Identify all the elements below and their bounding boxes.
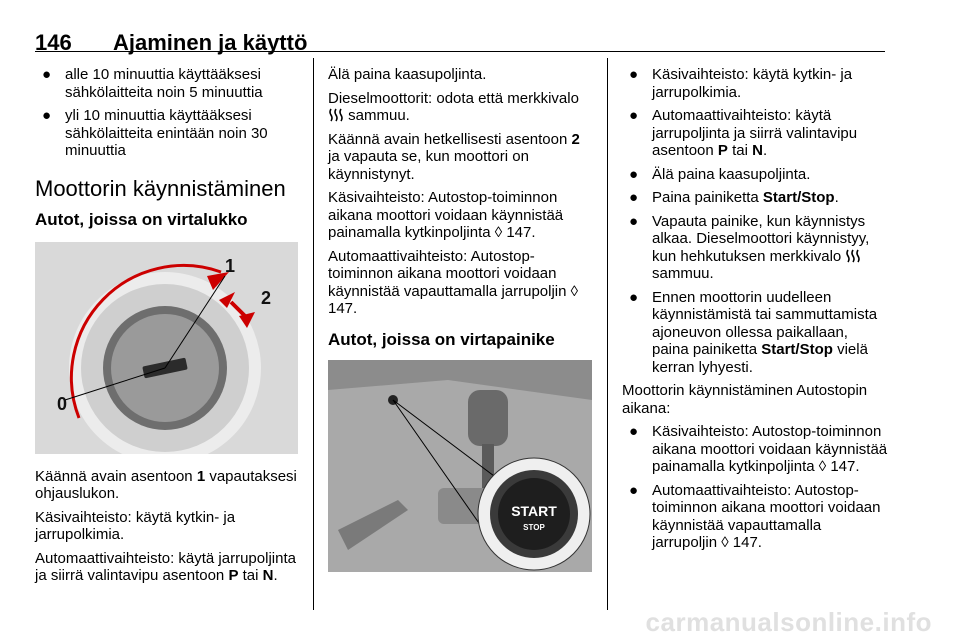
position-label-2: 2: [261, 287, 272, 308]
list-item: ● yli 10 minuuttia käyttääksesi sähkölaitteita enintään noin 30 minuuttia: [42, 107, 268, 159]
paragraph: Käännä avain hetkellisesti asentoon 2 ja vapauta se, kun moottori on käynnistynyt.: [328, 130, 580, 183]
paragraph: Käsivaihteisto: käytä kytkin- ja jarrupolkimia.: [35, 508, 236, 543]
list-item: ● Automaattivaihteisto: käytä jarrupoljinta ja siirrä valintavipu asentoon P tai N.: [629, 107, 858, 159]
paragraph: Käsivaihteisto: Autostop-toiminnon aikana moottori voidaan käynnistää painamalla kytkinpoljinta ◊ 147.: [328, 189, 564, 241]
paragraph: Käännä avain asentoon 1 vapautaksesi ohjauslukon.: [35, 467, 297, 502]
watermark: carmanualsonline.info: [645, 607, 932, 637]
page-number: 146: [35, 30, 72, 55]
bullet: ●: [42, 107, 52, 124]
paragraph: Automaattivaihteisto: Autostop-toiminnon aikana moottori voidaan käynnistää vapauttamalla jarrupoljin ◊ 147.: [328, 247, 579, 317]
column-1: [35, 66, 300, 591]
list-item: ● Käsivaihteisto: Autostop-toiminnon aikana moottori voidaan käynnistää painamalla kytkinpoljinta ◊ 147.: [629, 423, 888, 475]
button-label-stop: STOP: [523, 522, 545, 532]
list-item: ● Vapauta painike, kun käynnistys alkaa. Dieselmoottori käynnistyy, kun hehkutuksen merkkivalo sammuu.: [629, 212, 870, 282]
ignition-lock-figure: [35, 242, 298, 454]
button-label-start: START: [511, 502, 557, 519]
paragraph: Automaattivaihteisto: käytä jarrupoljinta ja siirrä valintavipu asentoon P tai N.: [35, 549, 296, 584]
ignition-lock-illustration: [35, 242, 298, 454]
column-divider-1: [313, 58, 314, 610]
header-rule: [35, 51, 885, 52]
position-label-0: 0: [57, 393, 68, 414]
chapter-title: Ajaminen ja käyttö: [113, 30, 308, 55]
glow-plug-icon: [328, 108, 344, 122]
column-3: [622, 66, 888, 558]
list-item: ● Paina painiketta Start/Stop.: [629, 189, 839, 206]
position-label-1: 1: [225, 255, 236, 276]
bullet: ●: [42, 66, 52, 83]
list-item: ● Älä paina kaasupoljinta.: [629, 165, 811, 183]
list-item: ● Automaattivaihteisto: Autostop-toiminnon aikana moottori voidaan käynnistää vapauttamalla jarrupoljin ◊ 147.: [629, 481, 881, 551]
column-2: [328, 66, 594, 572]
paragraph: Dieselmoottorit: odota että merkkivalo sammuu.: [328, 89, 579, 124]
column-divider-2: [607, 58, 608, 610]
list-item: ● Käsivaihteisto: käytä kytkin- ja jarrupolkimia.: [629, 66, 853, 101]
section-heading: Moottorin käynnistäminen: [35, 175, 286, 201]
subsection-heading: Autot, joissa on virtalukko: [35, 209, 248, 229]
start-button-figure: [328, 360, 592, 572]
page-header: [35, 30, 307, 56]
start-button-illustration: [328, 360, 592, 572]
glow-plug-icon: [845, 249, 861, 263]
list-item: ● Ennen moottorin uudelleen käynnistämistä tai sammuttamista ajoneuvon ollessa paikallaan, paina painiketta Start/Stop vielä kerran lyhyesti.: [629, 288, 878, 376]
list-item: ● alle 10 minuuttia käyttääksesi sähkölaitteita noin 5 minuuttia: [42, 66, 263, 101]
paragraph: Moottorin käynnistäminen Autostopin aikana:: [622, 382, 868, 417]
paragraph: Älä paina kaasupoljinta.: [328, 66, 487, 83]
gear-knob: [468, 390, 508, 446]
subsection-heading: Autot, joissa on virtapainike: [328, 329, 555, 349]
